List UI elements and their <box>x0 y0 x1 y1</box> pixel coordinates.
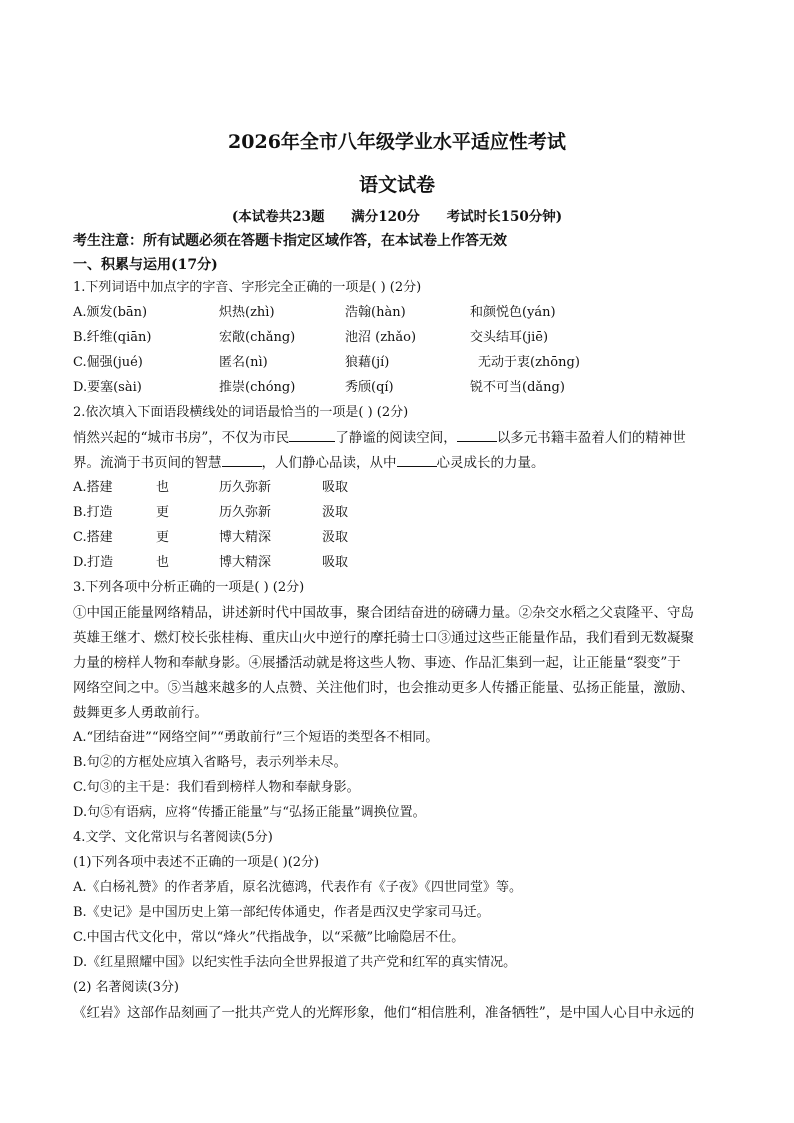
q3-option-a: A.“团结奋进”“网络空间”“勇敢前行”三个短语的类型各不相同。 <box>73 730 439 745</box>
answer-blank-3 <box>222 454 262 467</box>
q1-d-1: D.要塞(sài) <box>73 380 142 395</box>
q2-c-1: C.搭建 <box>73 530 113 545</box>
q2-passage-text: 以多元书籍丰盈着人们的精神世 <box>496 430 686 446</box>
q2-passage-text: ，人们静心品读，从中 <box>261 455 397 471</box>
q2-row-d <box>73 554 733 572</box>
q4-option-c: C.中国古代文化中，常以“烽火”代指战争，以“采薇”比喻隐居不仕。 <box>73 930 465 945</box>
q3-passage-line: 力量的榜样人物和奉献身影。④展播活动就是将这些人物、事迹、作品汇集到一起，让正能量“裂变”于 <box>73 655 681 671</box>
q1-b-4: 交头结耳(jiē) <box>470 330 549 345</box>
q2-row-b <box>73 504 733 522</box>
q2-a-4: 吸取 <box>322 480 349 495</box>
exam-notice: 考生注意：所有试题必须在答题卡指定区域作答，在本试卷上作答无效 <box>73 233 507 249</box>
q1-c-3: 狼藉(jí) <box>345 355 390 370</box>
q1-row-a <box>73 304 733 322</box>
q1-row-d <box>73 379 733 397</box>
q2-d-4: 吸取 <box>322 555 349 570</box>
q3-stem: 3.下列各项中分析正确的一项是( ) (2分) <box>73 580 305 595</box>
exam-subtitle: 语文试卷 <box>358 174 435 196</box>
q2-passage-text: 界。流淌于书页间的智慧 <box>73 455 222 471</box>
q2-b-4: 汲取 <box>322 505 349 520</box>
q1-b-2: 宏敞(chǎng) <box>219 330 296 345</box>
q2-row-c <box>73 529 733 547</box>
q1-a-1: A.颁发(bān) <box>73 305 148 320</box>
q1-a-2: 炽热(zhì) <box>219 305 275 320</box>
q2-row-a <box>73 479 733 497</box>
exam-info <box>0 205 794 225</box>
q2-a-1: A.搭建 <box>73 480 113 495</box>
q3-passage-line: 鼓舞更多人勇敢前行。 <box>73 705 208 721</box>
q2-d-2: 也 <box>156 555 170 570</box>
q2-passage-line2 <box>73 454 545 472</box>
q2-b-3: 历久弥新 <box>219 505 272 520</box>
q1-d-2: 推崇(chóng) <box>219 380 296 395</box>
q4-sub2-stem: (2) 名著阅读(3分) <box>73 980 179 995</box>
q1-row-b <box>73 329 733 347</box>
q3-passage-line: ①中国正能量网络精品，讲述新时代中国故事，聚合团结奋进的磅礴力量。②杂交水稻之父袁隆平、守岛 <box>73 605 694 621</box>
q3-option-c: C.句③的主干是：我们看到榜样人物和奉献身影。 <box>73 780 360 795</box>
q4-option-d: D.《红星照耀中国》以纪实性手法向全世界报道了共产党和红军的真实情况。 <box>73 955 517 970</box>
q3-option-b: B.句②的方框处应填入省略号，表示列举未尽。 <box>73 755 347 770</box>
info-questions: (本试卷共23题 <box>231 209 325 225</box>
q4-stem: 4.文学、文化常识与名著阅读(5分) <box>73 830 273 845</box>
q1-stem: 1.下列词语中加点字的字音、字形完全正确的一项是( ) (2分) <box>73 280 422 295</box>
q2-passage-line1 <box>73 429 686 447</box>
q2-b-1: B.打造 <box>73 505 113 520</box>
section-title: 一、积累与运用(17分) <box>73 257 218 273</box>
q3-passage-line: 网络空间之中。⑤当越来越多的人点赞、关注他们时，也会推动更多人传播正能量、弘扬正能量，激励、 <box>73 680 694 696</box>
exam-title: 2026年全市八年级学业水平适应性考试 <box>228 131 566 153</box>
q2-passage-text: 了静谧的阅读空间， <box>335 430 457 446</box>
q2-b-2: 更 <box>156 505 170 520</box>
q1-b-1: B.纤维(qiān) <box>73 330 152 345</box>
q1-d-4: 锐不可当(dǎng) <box>470 380 565 395</box>
q1-d-3: 秀颀(qí) <box>345 380 394 395</box>
q4-passage-line: 《红岩》这部作品刻画了一批共产党人的光辉形象，他们“相信胜利，准备牺牲”，是中国人心目中永远的 <box>73 1005 695 1021</box>
q3-option-d: D.句⑤有语病，应将“传播正能量”与“弘扬正能量”调换位置。 <box>73 805 426 820</box>
q2-d-1: D.打造 <box>73 555 114 570</box>
answer-blank-2 <box>457 429 497 442</box>
q3-passage-line: 英雄王继才、燃灯校长张桂梅、重庆山火中逆行的摩托骑士口③通过这些正能量作品，我们看到无数凝聚 <box>73 630 694 646</box>
info-score: 满分120分 <box>351 209 420 225</box>
q1-c-1: C.倔强(jué) <box>73 355 143 370</box>
q1-a-4: 和颜悦色(yán) <box>470 305 556 320</box>
q2-d-3: 博大精深 <box>219 555 272 570</box>
q2-c-2: 更 <box>156 530 170 545</box>
q2-c-3: 博大精深 <box>219 530 272 545</box>
q4-option-a: A.《白杨礼赞》的作者茅盾，原名沈德鸿，代表作有《子夜》《四世同堂》等。 <box>73 880 523 895</box>
q2-a-3: 历久弥新 <box>219 480 272 495</box>
q1-a-3: 浩翰(hàn) <box>345 305 406 320</box>
answer-blank-1 <box>289 429 335 442</box>
q1-row-c <box>73 354 733 372</box>
q4-sub1-stem: (1)下列各项中表述不正确的一项是( )(2分) <box>73 855 320 870</box>
q1-c-2: 匿名(nì) <box>219 355 268 370</box>
q2-passage-text: 悄然兴起的“城市书房”，不仅为市民 <box>73 430 290 446</box>
q4-option-b: B.《史记》是中国历史上第一部纪传体通史，作者是西汉史学家司马迁。 <box>73 905 490 920</box>
q1-b-3: 池沼 (zhǎo) <box>345 330 417 345</box>
info-time: 考试时长150分钟) <box>446 209 563 225</box>
q2-a-2: 也 <box>156 480 170 495</box>
q2-passage-text: 心灵成长的力量。 <box>436 455 545 471</box>
q1-c-4: 无动于衷(zhōng) <box>478 355 580 370</box>
q2-c-4: 汲取 <box>322 530 349 545</box>
q2-stem: 2.依次填入下面语段横线处的词语最恰当的一项是( ) (2分) <box>73 405 409 420</box>
answer-blank-4 <box>397 454 437 467</box>
